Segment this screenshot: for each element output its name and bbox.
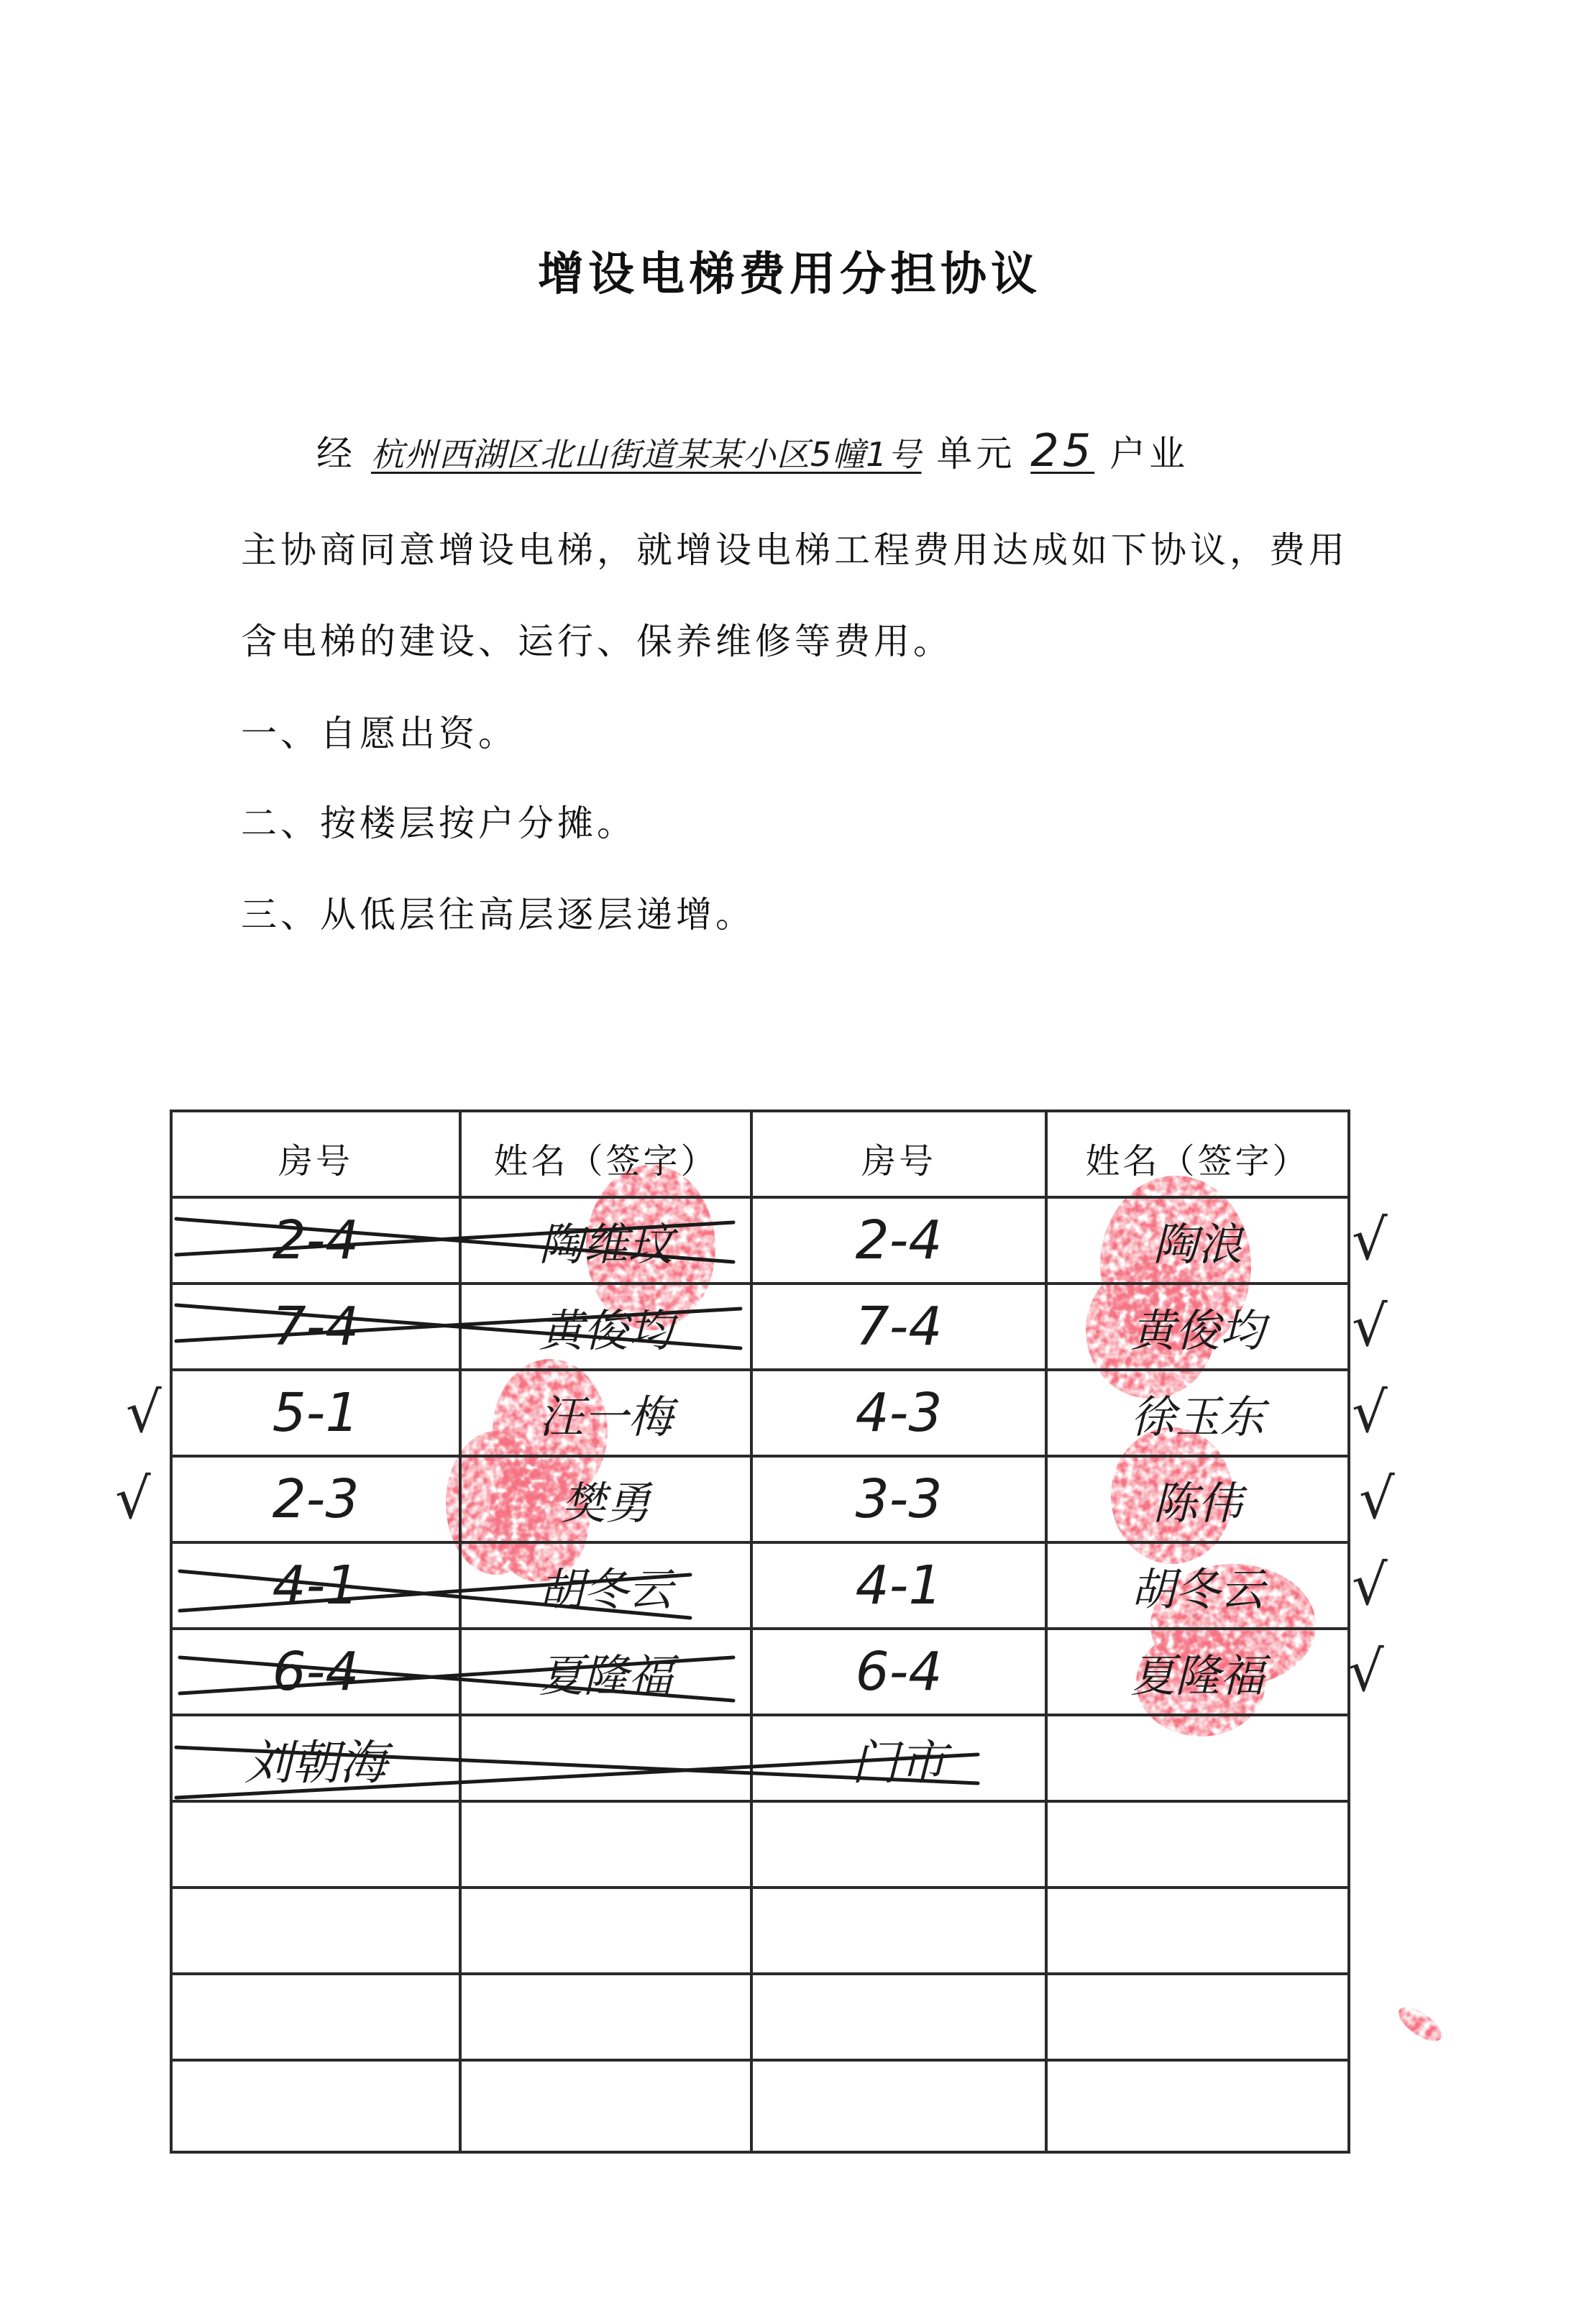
intro-address-handwritten: 杭州西湖区北山街道某某小区5幢1号 <box>370 435 922 474</box>
signature-cell: 汪一梅 <box>539 1390 673 1443</box>
check-mark: √ <box>115 1467 151 1532</box>
document-title: 增设电梯费用分担协议 <box>538 248 1041 301</box>
check-mark: √ <box>1352 1208 1388 1273</box>
signature-cell: 陶浪 <box>1153 1217 1242 1271</box>
clause-1: 一、自愿出资。 <box>241 713 518 754</box>
signature-cell: 黄俊均 <box>539 1304 673 1357</box>
room-cell: 2-3 <box>272 1468 360 1530</box>
intro-suffix: 户业 <box>1109 433 1189 475</box>
room-cell: 2-4 <box>272 1209 360 1271</box>
room-cell: 4-1 <box>855 1555 943 1616</box>
intro-line-3: 含电梯的建设、运行、保养维修等费用。 <box>241 621 953 662</box>
check-mark: √ <box>1359 1467 1395 1532</box>
room-cell: 3-3 <box>855 1468 943 1530</box>
room-cell: 7-4 <box>855 1296 943 1358</box>
room-cell: 7-4 <box>272 1296 360 1358</box>
signature-cell: 胡冬云 <box>539 1563 673 1616</box>
signature-cell: 胡冬云 <box>1130 1563 1265 1616</box>
signature-cell: 夏隆福 <box>539 1649 673 1702</box>
check-mark: √ <box>1352 1553 1388 1618</box>
room-cell: 6-4 <box>855 1641 943 1703</box>
header-name-1: 姓名（签字） <box>493 1140 718 1181</box>
room-cell: 5-1 <box>272 1382 360 1444</box>
intro-unit-label: 单元 <box>936 433 1016 475</box>
signature-cell: 陈伟 <box>1153 1476 1242 1529</box>
signature-cell: 陶维玟 <box>539 1217 673 1271</box>
check-mark: √ <box>126 1381 162 1445</box>
room-cell: 门市 <box>851 1734 946 1790</box>
fingerprint <box>1393 2001 1447 2048</box>
header-room-2: 房号 <box>861 1140 936 1181</box>
clause-2: 二、按楼层按户分摊。 <box>241 802 636 844</box>
intro-prefix: 经 <box>316 433 356 475</box>
signature-cell: 樊勇 <box>561 1476 651 1529</box>
signature-cell: 徐玉东 <box>1130 1390 1265 1443</box>
room-cell: 6-4 <box>272 1641 360 1703</box>
signature-cell <box>1046 1715 1349 1801</box>
header-name-2: 姓名（签字） <box>1085 1140 1310 1181</box>
intro-unit-value: 25 <box>1030 424 1095 477</box>
check-mark: √ <box>1352 1294 1388 1359</box>
room-cell: 4-1 <box>272 1555 360 1616</box>
signature-cell: 夏隆福 <box>1130 1649 1265 1702</box>
check-mark: √ <box>1352 1381 1388 1445</box>
room-cell: 刘朝海 <box>244 1734 387 1790</box>
signature-cell <box>460 1715 751 1801</box>
header-room-1: 房号 <box>278 1140 353 1181</box>
clause-3: 三、从低层往高层逐层递增。 <box>241 894 755 935</box>
intro-line-2: 主协商同意增设电梯，就增设电梯工程费用达成如下协议，费用 <box>241 529 1348 571</box>
room-cell: 2-4 <box>855 1209 943 1271</box>
signature-cell: 黄俊均 <box>1130 1304 1265 1357</box>
room-cell: 4-3 <box>855 1382 943 1444</box>
check-mark: √ <box>1348 1639 1384 1704</box>
